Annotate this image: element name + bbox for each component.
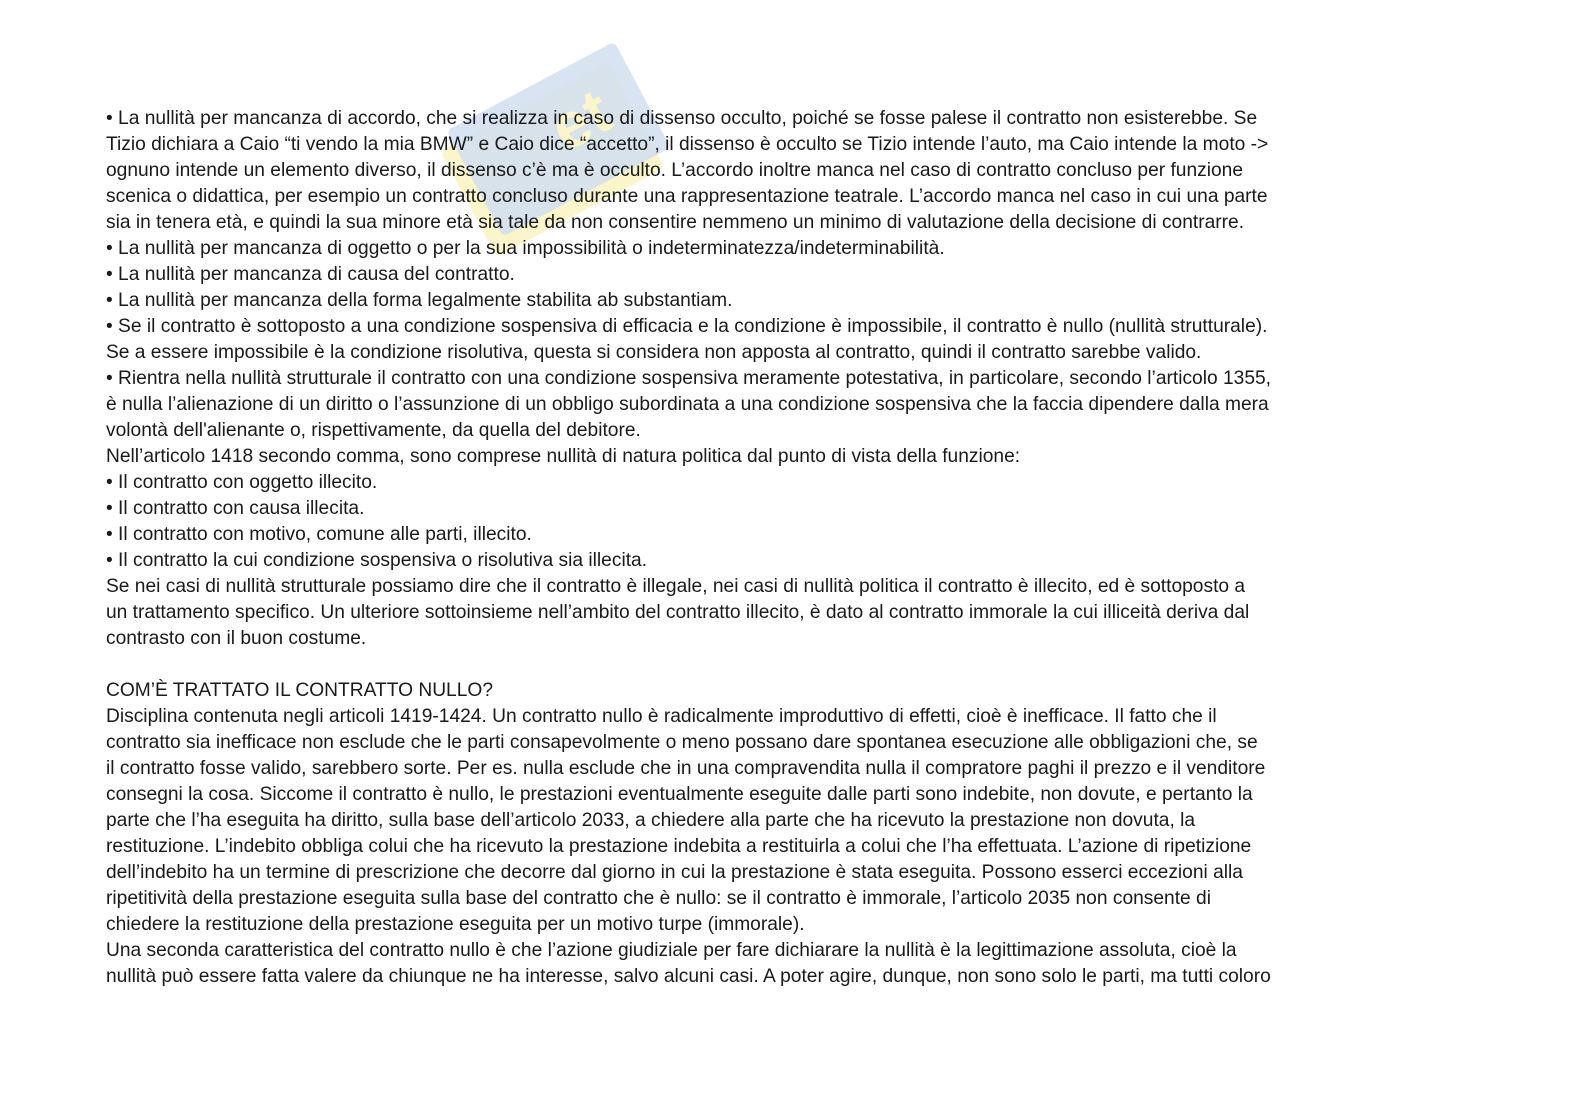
text-line: sia in tenera età, e quindi la sua minore età sia tale da non consentire nemmeno un minimo di valutazione della decisione di contrarre.	[106, 212, 1245, 233]
text-line: consegni la cosa. Siccome il contratto è nullo, le prestazioni eventualmente eseguite dalle parti sono indebite, non dovute, e pertanto la	[106, 784, 1253, 805]
text-line: ognuno intende un elemento diverso, il dissenso c’è ma è occulto. L’accordo inoltre manca nel caso di contratto concluso per funzione	[106, 160, 1244, 181]
text-line: dell’indebito ha un termine di prescrizione che decorre dal giorno in cui la prestazione è stata eseguita. Possono esserci eccezioni alla	[106, 862, 1243, 883]
text-line: Se nei casi di nullità strutturale possiamo dire che il contratto è illegale, nei casi di nullità politica il contratto è illecito, ed è sottoposto a	[106, 576, 1246, 597]
text-line: un trattamento specifico. Un ulteriore sottoinsieme nell’ambito del contratto illecito, è dato al contratto immorale la cui illiceità deriva dal	[106, 602, 1250, 623]
text-line: • La nullità per mancanza di causa del contratto.	[106, 264, 515, 285]
section-heading: COM’È TRATTATO IL CONTRATTO NULLO?	[106, 680, 493, 701]
text-line: • Se il contratto è sottoposto a una condizione sospensiva di efficacia e la condizione è impossibile, il contratto è nullo (nullità strutturale).	[106, 316, 1268, 337]
text-line: Nell’articolo 1418 secondo comma, sono comprese nullità di natura politica dal punto di vista della funzione:	[106, 446, 1021, 467]
document-body	[106, 106, 1476, 990]
text-line: • Il contratto con motivo, comune alle parti, illecito.	[106, 524, 532, 545]
text-line: il contratto fosse valido, sarebbero sorte. Per es. nulla esclude che in una compravendita nulla il compratore paghi il prezzo e il venditore	[106, 758, 1266, 779]
text-line: ripetitività della prestazione eseguita sulla base del contratto che è nullo: se il contratto è immorale, l’articolo 2035 non consente di	[106, 888, 1211, 909]
text-line: • La nullità per mancanza di oggetto o per la sua impossibilità o indeterminatezza/indeterminabilità.	[106, 238, 945, 259]
text-line: Tizio dichiara a Caio “ti vendo la mia BMW” e Caio dice “accetto”, il dissenso è occulto se Tizio intende l’auto, ma Caio intende la moto ->	[106, 134, 1269, 155]
text-line: Una seconda caratteristica del contratto nullo è che l’azione giudiziale per fare dichiarare la nullità è la legittimazione assoluta, cioè la	[106, 940, 1237, 961]
text-line: nullità può essere fatta valere da chiunque ne ha interesse, salvo alcuni casi. A poter agire, dunque, non sono solo le parti, ma tutti coloro	[106, 966, 1271, 987]
text-line: • Il contratto con causa illecita.	[106, 498, 365, 519]
text-line: • Rientra nella nullità strutturale il contratto con una condizione sospensiva meramente potestativa, in particolare, secondo l’articolo 1355,	[106, 368, 1272, 389]
text-line: • La nullità per mancanza di accordo, che si realizza in caso di dissenso occulto, poiché se fosse palese il contratto non esisterebbe. Se	[106, 108, 1258, 129]
text-line: contrasto con il buon costume.	[106, 628, 367, 649]
text-line: parte che l’ha eseguita ha diritto, sulla base dell’articolo 2033, a chiedere alla parte che ha ricevuto la prestazione non dovuta, la	[106, 810, 1196, 831]
text-line: Disciplina contenuta negli articoli 1419-1424. Un contratto nullo è radicalmente improduttivo di effetti, cioè è inefficace. Il fatto che il	[106, 706, 1217, 727]
blank-line	[106, 652, 1476, 678]
block-trattamento-contratto-nullo	[106, 704, 1476, 990]
text-line: • Il contratto la cui condizione sospensiva o risolutiva sia illecita.	[106, 550, 648, 571]
text-line: volontà dell'alienante o, rispettivamente, da quella del debitore.	[106, 420, 641, 441]
text-line: è nulla l’alienazione di un diritto o l’assunzione di un obbligo subordinata a una condizione sospensiva che la faccia dipendere dalla mera	[106, 394, 1269, 415]
text-line: Se a essere impossibile è la condizione risolutiva, questa si considera non apposta al contratto, quindi il contratto sarebbe valido.	[106, 342, 1202, 363]
text-line: scenica o didattica, per esempio un contratto concluso durante una rappresentazione teatrale. L’accordo manca nel caso in cui una parte	[106, 186, 1268, 207]
text-line: restituzione. L’indebito obbliga colui che ha ricevuto la prestazione indebita a restituirla a colui che l’ha effettuata. L’azione di ripetizione	[106, 836, 1252, 857]
block-nullita-strutturale	[106, 106, 1476, 652]
text-line: • Il contratto con oggetto illecito.	[106, 472, 378, 493]
text-line: • La nullità per mancanza della forma legalmente stabilita ab substantiam.	[106, 290, 733, 311]
text-line: chiedere la restituzione della prestazione eseguita per un motivo turpe (immorale).	[106, 914, 805, 935]
watermark-text: et	[538, 74, 623, 165]
text-line: contratto sia inefficace non esclude che le parti consapevolmente o meno possano dare spontanea esecuzione alle obbligazioni che, se	[106, 732, 1258, 753]
